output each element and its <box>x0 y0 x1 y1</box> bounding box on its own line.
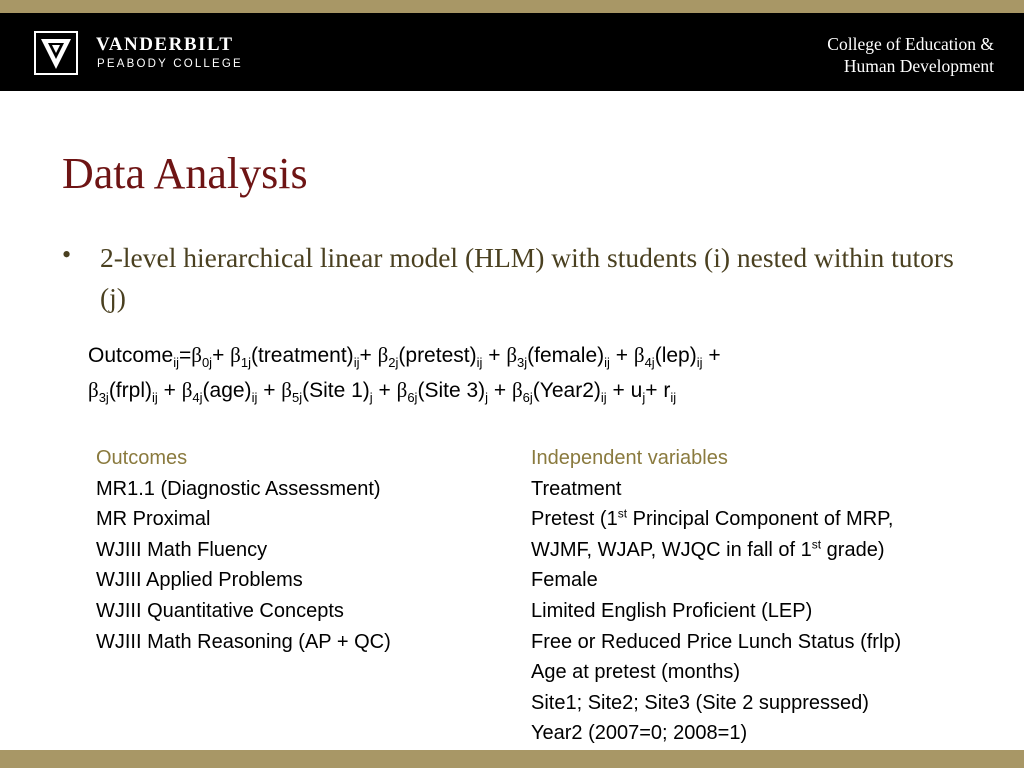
outcome-item: WJIII Quantitative Concepts <box>96 599 344 622</box>
independent-variables-column <box>531 443 1011 749</box>
college-line-1: College of Education & <box>827 34 994 54</box>
variable-item: Year2 (2007=0; 2008=1) <box>531 722 748 745</box>
outcome-item: MR Proximal <box>96 508 211 531</box>
brand-subtitle: PEABODY COLLEGE <box>97 58 243 70</box>
slide-title: Data Analysis <box>62 149 308 198</box>
outcome-item: MR1.1 (Diagnostic Assessment) <box>96 477 381 500</box>
outcomes-column <box>96 443 516 657</box>
variable-item: Female <box>531 569 598 592</box>
brand-name: VANDERBILT <box>96 34 234 55</box>
variable-item-pretest-cont: WJMF, WJAP, WJQC in fall of 1st grade) <box>531 537 885 561</box>
college-line-2: Human Development <box>843 56 994 76</box>
independent-variables-heading: Independent variables <box>531 447 728 469</box>
vanderbilt-v-shield-icon <box>34 31 78 75</box>
top-gold-band <box>0 0 1024 13</box>
variable-item-pretest: Pretest (1st Principal Component of MRP, <box>531 506 894 531</box>
variable-item: Free or Reduced Price Lunch Status (frlp) <box>531 630 902 653</box>
variable-item: Treatment <box>531 477 622 500</box>
outcomes-heading: Outcomes <box>96 447 188 469</box>
variable-item: Age at pretest (months) <box>531 661 740 684</box>
header-bar <box>0 13 1024 91</box>
college-name <box>827 33 994 77</box>
outcome-item: WJIII Math Fluency <box>96 538 268 561</box>
equation-line-1: $Outcome_{ij}=\beta_{0j}+$ $\beta_{1j}(treatment)_{ij}+$ $\beta_{2j}(pretest)_{ij}$ + $\beta_{3j}(female)_{ij} + \beta_{4j}(lep)_{ij}$ + <box>88 343 721 371</box>
bullet-marker: • <box>62 240 72 269</box>
variable-item: Site1; Site2; Site3 (Site 2 suppressed) <box>531 691 869 714</box>
equation-line-2: $\beta_{3j}(frpl)_{ij} + \beta_{4j}(age)_{ij}$ + $\beta_{5j}(Site$ $1)_j$ + $\beta_{6j}(Site$ $3)_j$ + $\beta_{6j}(Year2)_{ij} + u_j+ r_{ij}$ <box>88 378 677 406</box>
variable-item: Limited English Proficient (LEP) <box>531 599 813 622</box>
bullet-text: 2-level hierarchical linear model (HLM) with students (i) nested within tutors (j) <box>100 242 954 313</box>
hlm-equation <box>88 338 988 408</box>
bottom-gold-band <box>0 750 1024 768</box>
outcome-item: WJIII Math Reasoning (AP + QC) <box>96 630 391 653</box>
outcome-item: WJIII Applied Problems <box>96 569 303 592</box>
